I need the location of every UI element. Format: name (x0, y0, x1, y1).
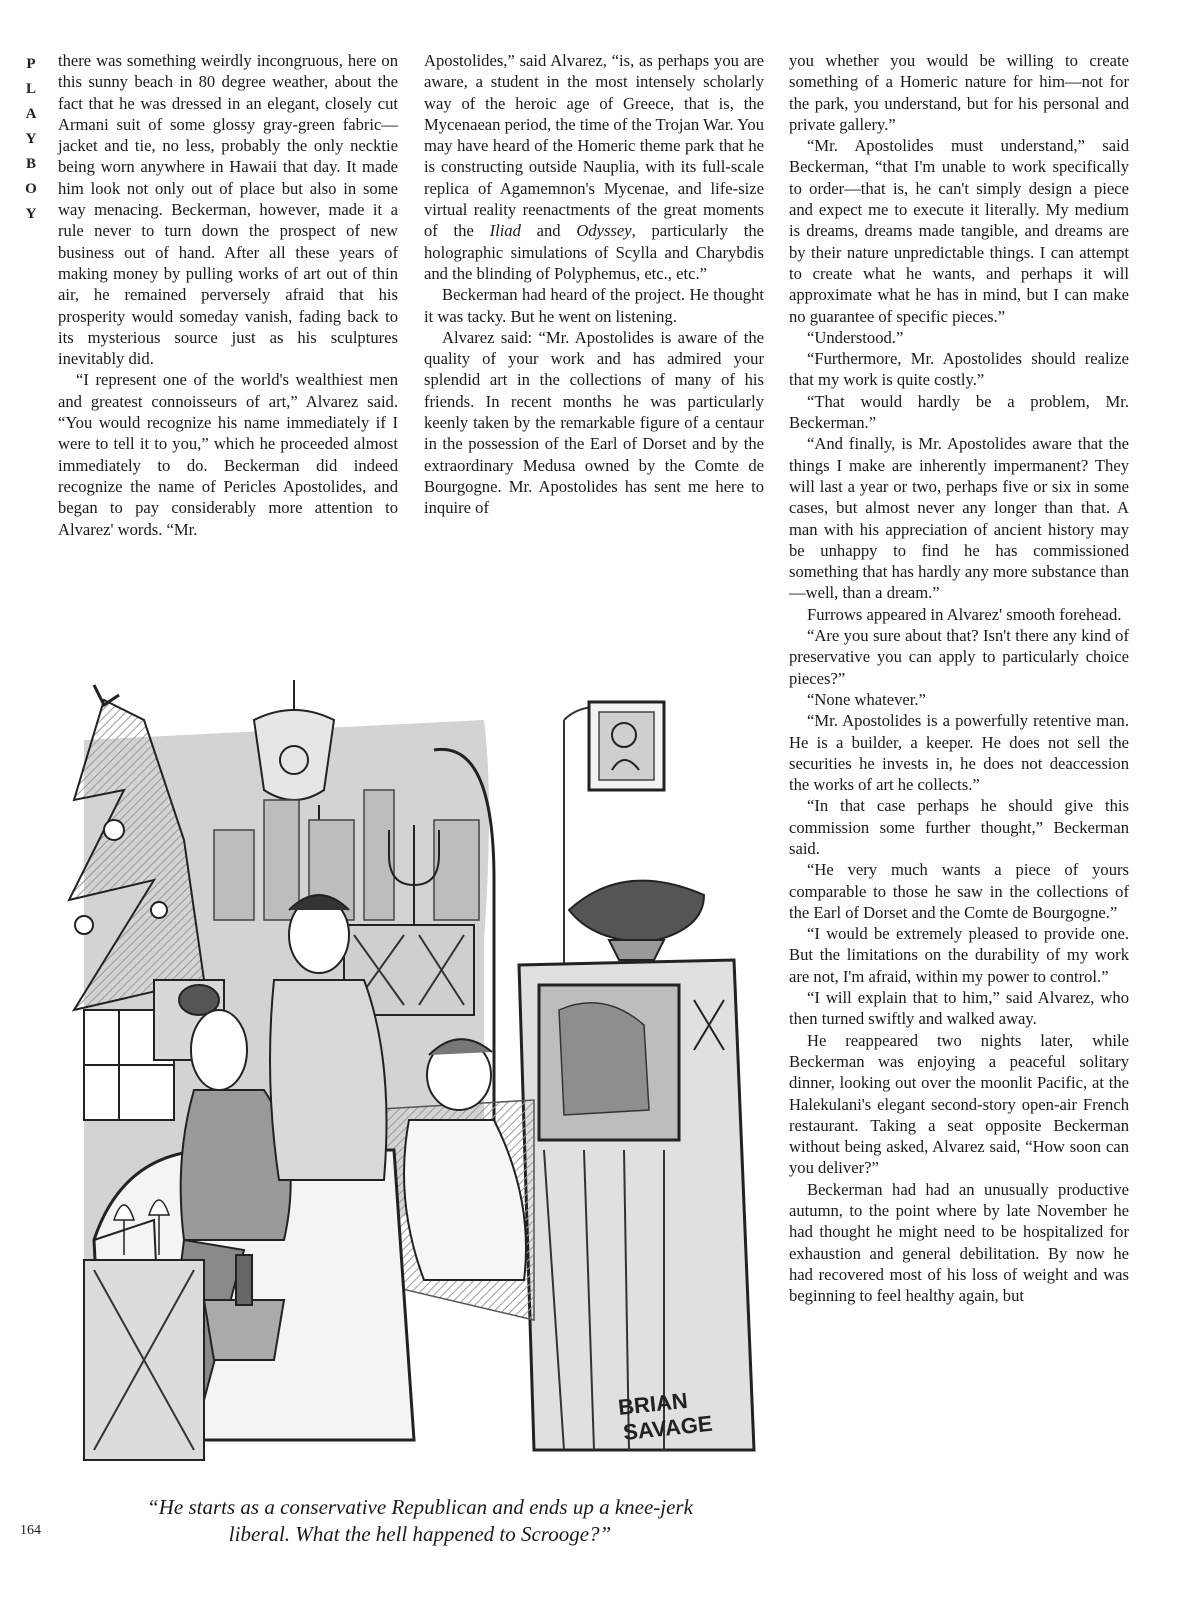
book-title-odyssey: Odyssey (576, 221, 632, 241)
text-run: Apostolides,” said Alvarez, “is, as perhaps you are aware, a student in the most intensely scholarly way of the heroic age of Greece, that is, the Mycenaean period, the time of the Trojan War. You may have heard of the Homeric theme park that he is constructing outside Nauplia, with its full-scale replica of Agamemnon's Mycenae, and life-size virtual reality reenactments of the great moments of the (424, 51, 764, 241)
paragraph: there was something weirdly incongruous, here on this sunny beach in 80 degree weather, about the fact that he was dressed in an elegant, closely cut Armani suit of some glossy gray-green fabric—jacket and tie, no less, probably the only necktie being worn anywhere in Hawaii that day. It made him look not only out of place but also in some way menacing. Beckerman, however, made it a rule never to turn down the prospect of new business out of hand. After all these years of making money by pulling works of art out of thin air, he remained perversely afraid that his prosperity would someday vanish, fading back to its mysterious source just as his sculptures inevitably did. (58, 51, 398, 369)
paragraph: “I would be extremely pleased to provide one. But the limitations on the durability of my work are not, I'm afraid, within my power to control.” (789, 924, 1129, 986)
television-set (519, 960, 754, 1450)
text-column-3 (789, 50, 1129, 1610)
caption-line: “He starts as a conservative Republican and ends up a knee-jerk (147, 1495, 693, 1519)
paragraph: “Are you sure about that? Isn't there any kind of preservative you can apply to particularly choice pieces?” (789, 626, 1129, 688)
flower-bowl (569, 881, 704, 960)
book-title-iliad: Iliad (489, 221, 521, 241)
paragraph (424, 50, 764, 284)
text-run: and (520, 221, 577, 241)
paragraph: “Furthermore, Mr. Apostolides should realize that my work is quite costly.” (789, 349, 1129, 390)
paragraph: Beckerman had heard of the project. He thought it was tacky. But he went on listening. (424, 285, 764, 326)
artist-signature-line2: SAVAGE (621, 1410, 714, 1445)
side-mark-letter: B (25, 156, 36, 172)
paragraph: “And finally, is Mr. Apostolides aware that the things I make are inherently impermanent? They will last a year or two, perhaps five or six in some cases, but almost never any longer than that. A man with his appreciation of ancient history may be unhappy to find he has commissioned something that has hardly any more substance than—well, than a dream.” (789, 434, 1129, 603)
side-mark-letter: L (25, 81, 36, 97)
framed-portrait (589, 702, 664, 790)
side-mark-letter: Y (25, 131, 37, 147)
paragraph: “Understood.” (807, 327, 904, 347)
caption-line: liberal. What the hell happened to Scrooge?” (228, 1522, 612, 1546)
cartoon-illustration (64, 680, 764, 1480)
paragraph: Beckerman had had an unusually productive autumn, to the point where by late November he had thought he might need to be hospitalized for exhaustion and general debilitation. By now he had recovered most of his loss of weight and was beginning to feel healthy again, but (789, 1179, 1129, 1306)
artist-signature-line1: BRIAN (616, 1387, 689, 1420)
paragraph: Furrows appeared in Alvarez' smooth forehead. (807, 604, 1122, 624)
side-mark-letter: O (25, 181, 37, 197)
paragraph: “That would hardly be a problem, Mr. Beckerman.” (789, 391, 1129, 433)
text-column-1 (58, 50, 398, 540)
paragraph: “I will explain that to him,” said Alvarez, who then turned swiftly and walked away. (789, 988, 1129, 1029)
paragraph: “I represent one of the world's wealthiest men and greatest connoisseurs of art,” Alvarez said. “You would recognize his name immediately if I were to tell it to you,” which he proceeded almost immediately to do. Beckerman did indeed recognize the name of Pericles Apostolides, and began to pay considerably more attention to Alvarez' words. “Mr. (58, 370, 398, 539)
side-mark-letter: Y (25, 206, 37, 222)
cartoon-caption (70, 1494, 770, 1548)
cartoon-drawing (64, 680, 764, 1480)
paragraph: “He very much wants a piece of yours comparable to those he saw in the collections of the Earl of Dorset and the Comte de Bourgogne.” (789, 860, 1129, 922)
side-table (84, 1260, 204, 1460)
paragraph: “Mr. Apostolides is a powerfully retentive man. He is a builder, a keeper. He does not sell the securities he invests in, he does not deaccession the works of art he collects.” (789, 711, 1129, 795)
playboy-side-mark (22, 52, 40, 227)
paragraph: He reappeared two nights later, while Beckerman was enjoying a peaceful solitary dinner, looking out over the moonlit Pacific, at the Halekulani's elegant second-story open-air French restaurant. Taking a seat opposite Beckerman without being asked, Alvarez said, “How soon can you deliver?” (789, 1030, 1129, 1178)
paragraph: “Mr. Apostolides must understand,” said Beckerman, “that I'm unable to work specifically to order—that is, he can't simply design a piece and expect me to execute it literally. My medium is dreams, dreams made tangible, and dreams are by their nature unpredictable things. I can attempt to create what he wants, and perhaps it will approximate what he has in mind, but I can make no guarantee of specific pieces.” (789, 136, 1129, 326)
paragraph: “In that case perhaps he should give this commission some further thought,” Beckerman said. (789, 796, 1129, 858)
paragraph: Alvarez said: “Mr. Apostolides is aware of the quality of your work and has admired your splendid art in the collections of many of his friends. In recent months he was particularly keenly taken by the remarkable figure of a centaur in the possession of the Earl of Dorset and by the extraordinary Medusa owned by the Comte de Bourgogne. Mr. Apostolides has sent me here to inquire of (424, 327, 764, 518)
text-column-2 (424, 50, 764, 519)
paragraph: “None whatever.” (807, 689, 926, 709)
page-number: 164 (20, 1523, 41, 1538)
side-mark-letter: P (26, 56, 36, 72)
paragraph: you whether you would be willing to create something of a Homeric nature for him—not for the park, you understand, but for his personal and private gallery.” (789, 51, 1129, 134)
side-mark-letter: A (25, 106, 37, 122)
text-run: , particularly the holographic simulations of Scylla and Charybdis and the blinding of Polyphemus, etc., etc.” (424, 221, 764, 283)
